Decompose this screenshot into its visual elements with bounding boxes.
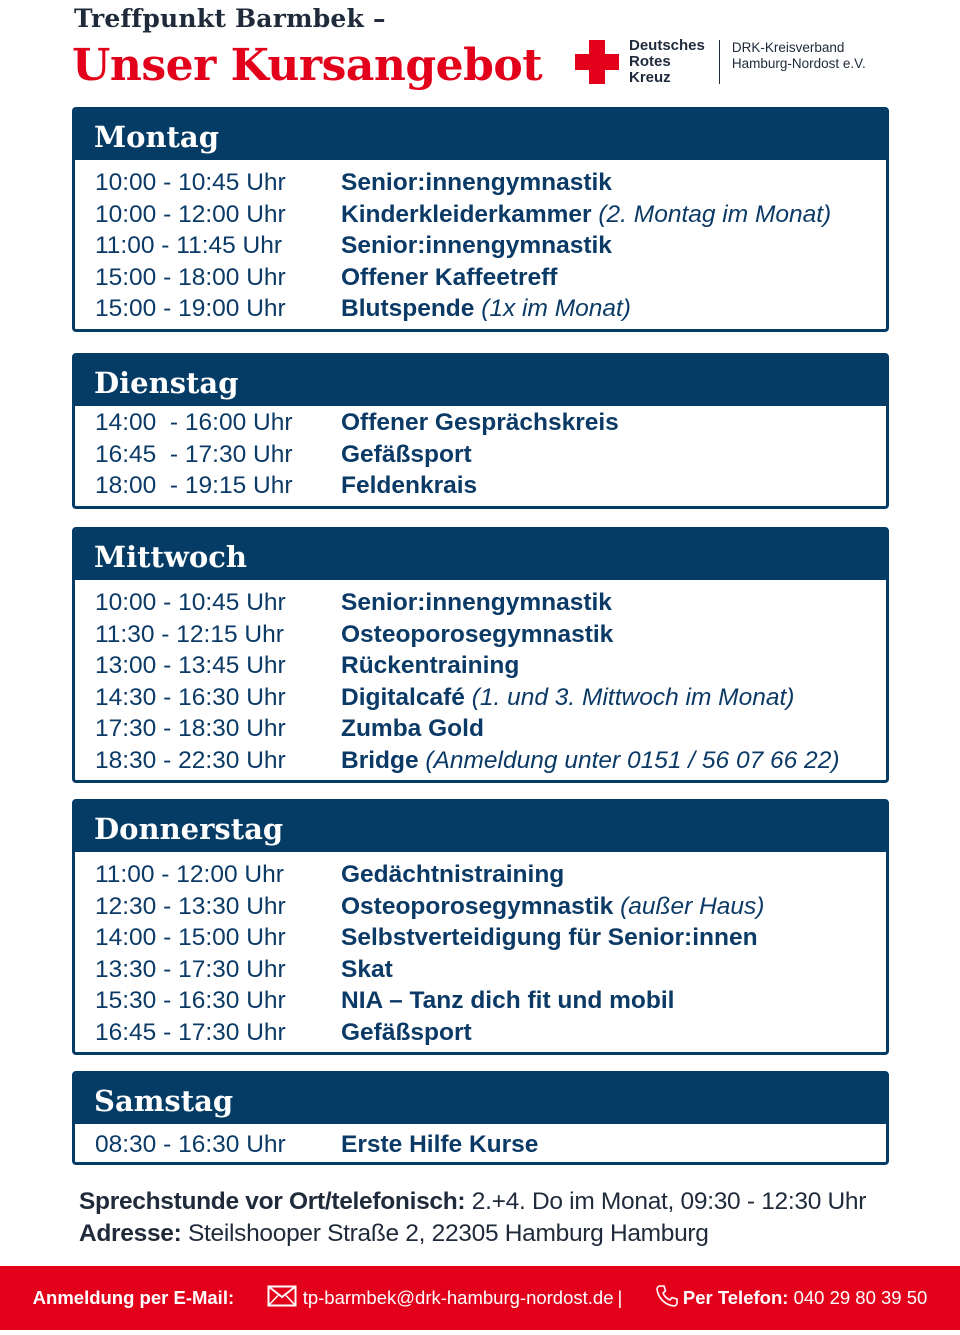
schedule-row bbox=[75, 262, 886, 294]
course-time: 11:00 - 12:00 Uhr bbox=[95, 861, 284, 888]
course-entry bbox=[341, 682, 794, 714]
schedule-row bbox=[75, 713, 886, 745]
course-entry bbox=[341, 745, 839, 777]
logo-divider bbox=[719, 40, 720, 84]
course-name: Selbstverteidigung für Senior:innen bbox=[341, 924, 758, 951]
drk-logo bbox=[575, 38, 866, 88]
schedule-row bbox=[75, 954, 886, 986]
course-name: NIA – Tanz dich fit und mobil bbox=[341, 987, 675, 1014]
course-entry bbox=[341, 859, 564, 891]
course-time: 14:30 - 16:30 Uhr bbox=[95, 683, 286, 711]
course-name: Zumba Gold bbox=[341, 715, 484, 742]
course-name: Osteoporosegymnastik bbox=[341, 620, 614, 648]
course-name: Bridge bbox=[341, 746, 419, 774]
schedule-row bbox=[75, 650, 886, 682]
day-heading: Mittwoch bbox=[75, 530, 886, 580]
course-entry bbox=[341, 1017, 472, 1049]
course-time: 11:30 - 12:15 Uhr bbox=[95, 620, 284, 648]
schedule-list bbox=[75, 160, 886, 329]
day-heading: Dienstag bbox=[75, 356, 886, 406]
footer-separator: | bbox=[617, 1287, 623, 1308]
course-entry bbox=[341, 1129, 538, 1161]
course-entry bbox=[341, 230, 612, 262]
red-cross-icon bbox=[575, 40, 619, 84]
schedule-row bbox=[75, 859, 886, 891]
course-name: Senior:innengymnastik bbox=[341, 169, 612, 196]
address bbox=[79, 1218, 866, 1250]
course-entry bbox=[341, 167, 612, 199]
course-time: 15:00 - 19:00 Uhr bbox=[95, 295, 286, 322]
day-card-mittwoch bbox=[72, 527, 889, 783]
course-time: 18:00 - 19:15 Uhr bbox=[95, 472, 293, 499]
course-time: 14:00 - 15:00 Uhr bbox=[95, 924, 286, 951]
course-entry bbox=[341, 985, 674, 1017]
course-entry bbox=[341, 587, 612, 619]
course-entry bbox=[341, 262, 557, 294]
course-time: 15:30 - 16:30 Uhr bbox=[95, 987, 286, 1014]
course-entry bbox=[341, 293, 631, 325]
address-value: Steilshooper Straße 2, 22305 Hamburg Hamburg bbox=[181, 1220, 709, 1247]
phone-number[interactable]: 040 29 80 39 50 bbox=[793, 1287, 928, 1308]
day-card-samstag bbox=[72, 1071, 889, 1165]
course-entry bbox=[341, 439, 472, 471]
course-name: Rückentraining bbox=[341, 652, 520, 679]
course-time: 15:00 - 18:00 Uhr bbox=[95, 263, 286, 291]
office-hours-value: 2.+4. Do im Monat, 09:30 - 12:30 Uhr bbox=[465, 1188, 867, 1215]
course-name: Kinderkleiderkammer bbox=[341, 200, 592, 228]
course-time: 17:30 - 18:30 Uhr bbox=[95, 715, 286, 742]
address-label: Adresse: bbox=[79, 1220, 182, 1247]
course-name: Osteoporosegymnastik bbox=[341, 892, 614, 920]
course-entry bbox=[341, 650, 519, 682]
course-entry bbox=[341, 199, 831, 231]
schedule-list bbox=[75, 580, 886, 780]
info-block bbox=[79, 1186, 866, 1250]
schedule-row bbox=[75, 682, 886, 714]
day-heading: Donnerstag bbox=[75, 802, 886, 852]
course-time: 10:00 - 10:45 Uhr bbox=[95, 169, 286, 196]
schedule-list bbox=[75, 406, 886, 506]
course-name: Blutspende bbox=[341, 295, 475, 322]
schedule-row bbox=[75, 619, 886, 651]
schedule-row bbox=[75, 1129, 886, 1161]
course-name: Gedächtnistraining bbox=[341, 861, 565, 888]
day-card-montag bbox=[72, 107, 889, 332]
course-name: Erste Hilfe Kurse bbox=[341, 1131, 539, 1158]
page-title: Unser Kursangebot bbox=[72, 40, 543, 91]
email-label: Anmeldung per E-Mail: bbox=[32, 1287, 235, 1308]
day-card-donnerstag bbox=[72, 799, 889, 1055]
course-entry bbox=[341, 619, 613, 651]
course-name: Gefäßsport bbox=[341, 440, 472, 468]
schedule-row bbox=[75, 199, 886, 231]
schedule-row bbox=[75, 985, 886, 1017]
course-time: 10:00 - 12:00 Uhr bbox=[95, 200, 286, 228]
schedule-row bbox=[75, 470, 886, 502]
schedule-row bbox=[75, 587, 886, 619]
day-heading: Samstag bbox=[75, 1074, 886, 1124]
course-entry bbox=[341, 922, 758, 954]
course-entry bbox=[341, 713, 484, 745]
schedule-list bbox=[75, 852, 886, 1052]
course-time: 12:30 - 13:30 Uhr bbox=[95, 892, 286, 920]
page-subtitle: Treffpunkt Barmbek – bbox=[74, 4, 386, 33]
course-time: 16:45 - 17:30 Uhr bbox=[95, 1018, 286, 1046]
envelope-icon bbox=[246, 1263, 297, 1334]
org-line-2: Hamburg-Nordost e.V. bbox=[731, 56, 866, 71]
course-time: 11:00 - 11:45 Uhr bbox=[95, 232, 283, 259]
course-name: Skat bbox=[341, 955, 393, 983]
schedule-row bbox=[75, 293, 886, 325]
course-note: (1x im Monat) bbox=[474, 295, 631, 322]
course-entry bbox=[341, 407, 619, 439]
course-note: (2. Montag im Monat) bbox=[591, 200, 832, 228]
logo-line-1: Deutsches bbox=[629, 37, 705, 54]
contact-footer bbox=[0, 1266, 960, 1330]
course-time: 08:30 - 16:30 Uhr bbox=[95, 1131, 286, 1158]
day-heading: Montag bbox=[75, 110, 886, 160]
course-note: (1. und 3. Mittwoch im Monat) bbox=[464, 683, 795, 711]
phone-icon bbox=[634, 1262, 679, 1335]
course-time: 13:30 - 17:30 Uhr bbox=[95, 955, 286, 983]
course-name: Offener Gesprächskreis bbox=[341, 409, 619, 436]
logo-line-3: Kreuz bbox=[629, 69, 671, 86]
logo-wordmark bbox=[629, 38, 705, 86]
course-time: 14:00 - 16:00 Uhr bbox=[95, 409, 293, 436]
schedule-row bbox=[75, 407, 886, 439]
email-link[interactable]: tp-barmbek@drk-hamburg-nordost.de bbox=[302, 1287, 614, 1308]
course-entry bbox=[341, 470, 477, 502]
course-note: (Anmeldung unter 0151 / 56 07 66 22) bbox=[418, 746, 840, 774]
logo-line-2: Rotes bbox=[629, 53, 671, 70]
course-name: Gefäßsport bbox=[341, 1018, 472, 1046]
schedule-row bbox=[75, 439, 886, 471]
schedule-row bbox=[75, 745, 886, 777]
day-card-dienstag bbox=[72, 353, 889, 509]
course-time: 10:00 - 10:45 Uhr bbox=[95, 589, 286, 616]
course-name: Feldenkrais bbox=[341, 472, 478, 499]
course-entry bbox=[341, 891, 764, 923]
course-name: Senior:innengymnastik bbox=[341, 589, 612, 616]
course-time: 18:30 - 22:30 Uhr bbox=[95, 746, 286, 774]
course-time: 16:45 - 17:30 Uhr bbox=[95, 440, 293, 468]
schedule-list bbox=[75, 1124, 886, 1162]
course-time: 13:00 - 13:45 Uhr bbox=[95, 652, 286, 679]
schedule-row bbox=[75, 167, 886, 199]
office-hours bbox=[79, 1186, 866, 1218]
schedule-row bbox=[75, 230, 886, 262]
org-name bbox=[732, 40, 866, 72]
course-note: (außer Haus) bbox=[613, 892, 765, 920]
course-entry bbox=[341, 954, 393, 986]
schedule-row bbox=[75, 1017, 886, 1049]
org-line-1: DRK-Kreisverband bbox=[731, 40, 845, 55]
course-name: Offener Kaffeetreff bbox=[341, 263, 558, 291]
office-hours-label: Sprechstunde vor Ort/telefonisch: bbox=[79, 1188, 466, 1215]
schedule-row bbox=[75, 891, 886, 923]
phone-label: Per Telefon: bbox=[682, 1287, 789, 1308]
course-name: Digitalcafé bbox=[341, 683, 465, 711]
course-name: Senior:innengymnastik bbox=[341, 232, 612, 259]
schedule-row bbox=[75, 922, 886, 954]
